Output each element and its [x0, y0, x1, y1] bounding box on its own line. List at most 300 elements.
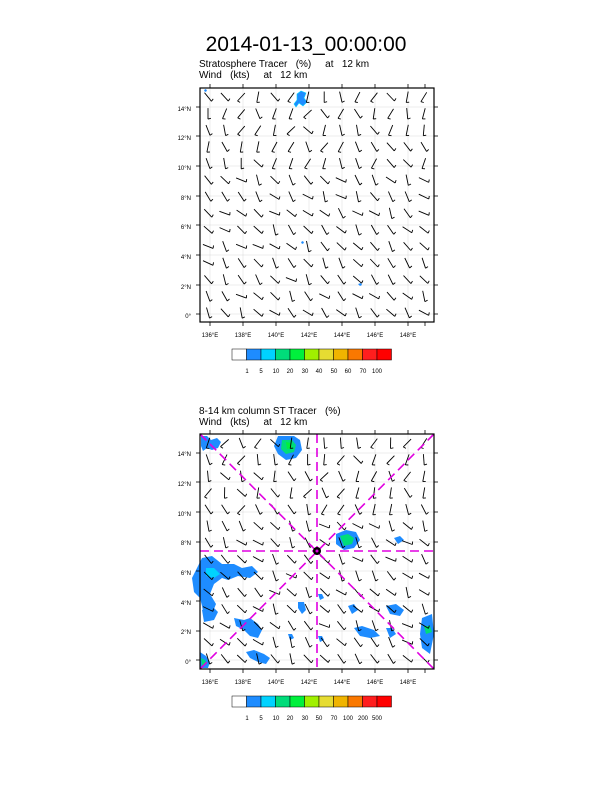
- panel1-title-line1: Stratosphere Tracer (%) at 12 km: [199, 59, 370, 70]
- wind-barb: [304, 226, 313, 234]
- colorbar-label: 10: [272, 369, 280, 375]
- wind-barb: [287, 555, 296, 563]
- wind-barb: [419, 211, 430, 215]
- wind-barb: [271, 93, 280, 101]
- wind-barb: [238, 258, 246, 267]
- wind-barb: [256, 192, 262, 202]
- wind-barb: [387, 143, 396, 151]
- wind-barb: [220, 623, 230, 628]
- wind-barb: [236, 294, 247, 298]
- wind-barb: [255, 439, 262, 449]
- wind-barb: [221, 176, 230, 184]
- panel2-tracer-patch: [318, 594, 324, 600]
- wind-barb: [406, 125, 409, 136]
- wind-barb: [390, 504, 393, 515]
- panel1-colorbar-boxes: [232, 349, 392, 360]
- wind-barb: [356, 191, 361, 202]
- wind-barb: [406, 92, 409, 103]
- y-tick-label: 4°N: [180, 601, 191, 607]
- wind-barb: [355, 142, 361, 152]
- wind-barb: [304, 176, 313, 185]
- panel1-tracer-patch: [294, 91, 307, 107]
- wind-barb: [337, 243, 346, 251]
- wind-barb: [323, 125, 326, 136]
- wind-barb: [406, 504, 411, 515]
- main-title: 2014-01-13_00:00:00: [205, 33, 407, 56]
- wind-barb: [238, 588, 247, 596]
- wind-barb: [257, 92, 260, 103]
- wind-barb: [321, 109, 330, 118]
- y-tick-label: 0°: [185, 314, 191, 320]
- wind-barb: [337, 489, 344, 499]
- wind-barb: [324, 92, 327, 103]
- wind-barb: [391, 438, 394, 449]
- panel1-frame: [200, 88, 434, 322]
- x-tick-label: 140°E: [267, 680, 285, 686]
- wind-barb: [386, 589, 396, 595]
- wind-barb: [222, 192, 230, 201]
- wind-barb: [419, 573, 429, 578]
- x-tick-label: 144°E: [333, 333, 351, 339]
- wind-barb: [352, 211, 363, 216]
- wind-barb: [336, 227, 346, 234]
- wind-barb: [423, 471, 426, 482]
- panel2-tracer-patch: [288, 634, 294, 640]
- panel2-tracer-patch: [246, 650, 270, 664]
- y-tick-label: 4°N: [180, 255, 191, 261]
- wind-barb: [208, 471, 212, 482]
- wind-barb: [353, 243, 363, 250]
- wind-barb: [319, 294, 329, 299]
- wind-barb: [386, 177, 396, 183]
- wind-barb: [387, 571, 396, 580]
- wind-barb: [257, 175, 262, 186]
- wind-barb: [288, 621, 296, 630]
- wind-barb: [287, 210, 297, 217]
- wind-barb: [237, 555, 246, 563]
- wind-barb: [403, 573, 413, 579]
- wind-barb: [207, 521, 212, 532]
- wind-barb: [321, 242, 330, 251]
- wind-barb: [287, 126, 295, 135]
- wind-barb: [388, 275, 395, 285]
- wind-barb: [354, 456, 363, 464]
- wind-barb: [386, 540, 396, 546]
- wind-barb: [403, 293, 413, 299]
- wind-barb: [223, 109, 227, 120]
- wind-barb: [353, 294, 363, 299]
- wind-barb: [407, 108, 411, 119]
- wind-barb: [236, 178, 247, 182]
- colorbar-box: [319, 696, 334, 707]
- y-tick-label: 8°N: [180, 196, 191, 202]
- wind-barb: [236, 244, 247, 248]
- x-tick-label: 146°E: [366, 333, 384, 339]
- wind-barb: [256, 275, 263, 285]
- y-tick-label: 10°N: [177, 166, 191, 172]
- wind-barb: [204, 275, 213, 283]
- colorbar-label: 70: [330, 716, 338, 722]
- colorbar-box: [232, 349, 247, 360]
- wind-barb: [289, 158, 293, 169]
- wind-barb: [270, 244, 280, 249]
- wind-barb: [288, 225, 295, 235]
- colorbar-box: [247, 696, 262, 707]
- wind-barb: [257, 141, 260, 152]
- wind-barb: [303, 194, 313, 199]
- wind-barb: [223, 537, 228, 548]
- colorbar-label: 5: [259, 716, 263, 722]
- wind-barb: [387, 292, 396, 300]
- wind-barb: [405, 192, 412, 202]
- panel2-tracer-patch: [394, 536, 404, 544]
- wind-barb: [423, 291, 428, 302]
- wind-barb: [254, 226, 264, 233]
- colorbar-box: [261, 696, 276, 707]
- wind-barb: [205, 538, 213, 547]
- wind-barb: [237, 489, 247, 496]
- wind-barb: [356, 158, 362, 168]
- panel2-tracer-patch: [386, 604, 404, 616]
- wind-barb: [253, 244, 264, 248]
- wind-barb: [304, 489, 312, 498]
- panel1-wind-barbs: [203, 92, 429, 319]
- wind-barb: [207, 308, 213, 319]
- panel2-map: [160, 430, 450, 698]
- colorbar-label: 100: [371, 369, 383, 375]
- wind-barb: [305, 471, 312, 481]
- wind-barb: [338, 142, 343, 152]
- wind-barb: [253, 540, 263, 545]
- wind-barb: [204, 639, 213, 646]
- panel1-tracer-patch: [358, 283, 362, 286]
- wind-barb: [303, 210, 313, 216]
- wind-barb: [388, 192, 395, 202]
- colorbar-box: [334, 349, 349, 360]
- wind-barb: [421, 92, 427, 102]
- wind-barb: [221, 654, 230, 663]
- wind-barb: [237, 456, 245, 465]
- wind-barb: [421, 142, 429, 151]
- wind-barb: [355, 92, 360, 102]
- wind-barb: [222, 587, 229, 597]
- wind-barb: [290, 487, 293, 498]
- wind-barb: [389, 241, 395, 251]
- colorbar-label: 40: [315, 369, 323, 375]
- y-tick-label: 8°N: [180, 541, 191, 547]
- wind-barb: [320, 210, 330, 216]
- wind-barb: [387, 456, 395, 465]
- wind-barb: [323, 191, 328, 202]
- wind-barb: [369, 294, 379, 299]
- wind-barb: [255, 588, 263, 597]
- wind-barb: [420, 243, 430, 250]
- panel2-tracer-patch: [234, 618, 262, 638]
- panel2-tracer-patch: [420, 614, 434, 654]
- wind-barb: [403, 556, 413, 562]
- wind-barb: [390, 487, 393, 498]
- wind-barb: [406, 587, 411, 598]
- y-tick-label: 12°N: [177, 136, 191, 142]
- wind-barb: [288, 142, 294, 152]
- wind-barb: [223, 241, 229, 251]
- wind-barb: [241, 158, 244, 169]
- wind-barb: [402, 640, 413, 644]
- wind-barb: [206, 125, 212, 135]
- wind-barb: [254, 309, 264, 316]
- panel1-axis-ticks: [196, 84, 438, 326]
- wind-barb: [353, 276, 363, 283]
- wind-barb: [240, 307, 245, 318]
- wind-barb: [205, 93, 214, 102]
- wind-barb: [219, 211, 230, 215]
- wind-barb: [304, 655, 313, 663]
- wind-barb: [271, 539, 280, 547]
- wind-barb: [256, 504, 263, 514]
- wind-barb: [356, 471, 359, 482]
- wind-barb: [388, 225, 396, 234]
- panel2-title-line1: 8-14 km column ST Tracer (%): [199, 406, 341, 417]
- colorbar-box: [319, 349, 334, 360]
- x-tick-label: 136°E: [201, 333, 219, 339]
- y-tick-label: 14°N: [177, 452, 191, 458]
- wind-barb: [237, 505, 245, 514]
- wind-barb: [372, 454, 376, 465]
- wind-barb: [371, 93, 378, 103]
- wind-barb: [353, 259, 363, 266]
- wind-barb: [352, 557, 363, 562]
- wind-barb: [207, 141, 210, 152]
- wind-barb: [389, 208, 394, 219]
- colorbar-box: [334, 696, 349, 707]
- wind-barb: [319, 524, 330, 528]
- wind-barb: [288, 93, 294, 103]
- wind-barb: [204, 209, 213, 217]
- wind-barb: [238, 192, 246, 201]
- colorbar-box: [232, 696, 247, 707]
- wind-barb: [220, 473, 230, 480]
- wind-barb: [337, 621, 346, 630]
- wind-barb: [304, 572, 313, 580]
- wind-barb: [289, 192, 296, 202]
- panel1-colorbar-labels: [245, 369, 382, 375]
- y-tick-label: 6°N: [180, 225, 191, 231]
- colorbar-label: 100: [342, 716, 354, 722]
- wind-barb: [307, 438, 310, 449]
- wind-barb: [422, 108, 425, 119]
- wind-barb: [355, 654, 362, 664]
- wind-barb: [224, 125, 229, 136]
- wind-barb: [237, 210, 247, 216]
- wind-barb: [270, 276, 279, 284]
- wind-barb: [402, 541, 413, 545]
- colorbar-label: 50: [315, 716, 323, 722]
- wind-barb: [321, 275, 330, 283]
- x-tick-label: 136°E: [201, 680, 219, 686]
- wind-barb: [354, 109, 362, 118]
- wind-barb: [273, 571, 279, 581]
- y-tick-label: 10°N: [177, 512, 191, 518]
- wind-barb: [388, 109, 394, 119]
- wind-barb: [355, 175, 362, 185]
- wind-barb: [422, 158, 426, 169]
- colorbar-box: [363, 349, 378, 360]
- colorbar-label: 60: [344, 369, 352, 375]
- wind-barb: [286, 278, 297, 282]
- colorbar-label: 5: [259, 369, 263, 375]
- wind-barb: [270, 310, 280, 315]
- wind-barb: [402, 624, 413, 628]
- wind-barb: [225, 487, 228, 498]
- wind-barb: [304, 259, 313, 267]
- panel2-tracer-patch: [192, 556, 258, 616]
- wind-barb: [304, 621, 313, 630]
- wind-barb: [222, 291, 230, 301]
- panel2-y-tick-labels: [178, 452, 192, 666]
- wind-barb: [405, 258, 412, 268]
- wind-barb: [289, 175, 295, 185]
- wind-barb: [403, 439, 411, 448]
- wind-barb: [337, 456, 344, 466]
- wind-barb: [338, 505, 344, 515]
- wind-barb: [320, 655, 330, 662]
- wind-barb: [236, 540, 246, 545]
- panel2-tracer-patch: [298, 602, 306, 614]
- wind-barb: [222, 505, 230, 514]
- wind-barb: [303, 310, 313, 316]
- wind-barb: [221, 555, 230, 564]
- colorbar-label: 20: [286, 369, 294, 375]
- x-tick-label: 148°E: [399, 680, 417, 686]
- wind-barb: [220, 228, 231, 232]
- wind-barb: [290, 653, 295, 664]
- wind-barb: [403, 227, 413, 233]
- wind-barb: [304, 110, 312, 119]
- wind-barb: [371, 159, 376, 169]
- wind-barb: [387, 93, 396, 101]
- wind-barb: [369, 524, 380, 529]
- colorbar-label: 1: [245, 716, 249, 722]
- wind-barb: [271, 176, 280, 184]
- wind-barb: [338, 109, 344, 119]
- panel1-colorbar: [228, 347, 408, 379]
- wind-barb: [238, 93, 245, 102]
- wind-barb: [287, 243, 297, 249]
- wind-barb: [405, 308, 412, 318]
- wind-barb: [273, 258, 279, 268]
- wind-barb: [203, 623, 213, 629]
- wind-barb: [205, 176, 214, 185]
- wind-barb: [238, 126, 245, 136]
- wind-barb: [254, 293, 264, 300]
- wind-barb: [257, 487, 260, 498]
- wind-barb: [423, 487, 426, 498]
- wind-barb: [387, 159, 396, 167]
- wind-barb: [337, 639, 347, 646]
- colorbar-box: [261, 349, 276, 360]
- wind-barb: [373, 108, 376, 119]
- colorbar-label: 20: [286, 716, 294, 722]
- wind-barb: [371, 471, 376, 481]
- wind-barb: [203, 244, 214, 248]
- wind-barb: [287, 605, 296, 613]
- colorbar-box: [276, 696, 291, 707]
- wind-barb: [420, 226, 430, 233]
- wind-barb: [221, 93, 230, 101]
- wind-barb: [319, 624, 330, 628]
- wind-barb: [305, 604, 312, 614]
- wind-barb: [323, 258, 328, 269]
- wind-barb: [254, 259, 263, 267]
- wind-barb: [386, 557, 397, 561]
- panel1-tracer-patch: [204, 89, 207, 92]
- panel1-tracer-patch: [301, 241, 304, 244]
- wind-barb: [288, 472, 296, 481]
- wind-barb: [322, 488, 329, 498]
- wind-barb: [273, 637, 278, 648]
- wind-barb: [370, 589, 380, 596]
- wind-barb: [324, 438, 328, 449]
- panel2-colorbar: [228, 694, 408, 726]
- wind-barb: [206, 291, 212, 301]
- wind-barb: [305, 292, 313, 301]
- y-tick-label: 12°N: [177, 482, 191, 488]
- wind-barb: [420, 539, 430, 546]
- wind-barb: [255, 126, 261, 136]
- wind-barb: [221, 309, 230, 317]
- wind-barb: [288, 308, 296, 317]
- wind-barb: [270, 194, 280, 200]
- panel1-y-tick-labels: [178, 107, 192, 320]
- wind-barb: [205, 192, 213, 201]
- wind-barb: [422, 554, 429, 564]
- y-tick-label: 6°N: [180, 571, 191, 577]
- wind-barb: [237, 638, 246, 646]
- panel1-x-tick-labels: [202, 333, 416, 339]
- wind-barb: [206, 454, 212, 464]
- wind-barb: [422, 258, 428, 268]
- wind-barb: [353, 524, 363, 529]
- wind-barb: [270, 622, 280, 628]
- colorbar-label: 30: [301, 369, 309, 375]
- wind-barb: [321, 638, 329, 647]
- wind-barb: [222, 521, 229, 531]
- wind-barb: [389, 637, 395, 647]
- wind-barb: [254, 522, 264, 529]
- wind-barb: [222, 604, 230, 613]
- y-tick-label: 2°N: [180, 630, 191, 636]
- colorbar-box: [377, 349, 392, 360]
- colorbar-label: 70: [359, 369, 367, 375]
- wind-barb: [254, 572, 263, 580]
- wind-barb: [422, 604, 428, 615]
- colorbar-box: [290, 696, 305, 707]
- wind-barb: [206, 158, 212, 168]
- wind-barb: [223, 258, 229, 268]
- wind-barb: [423, 454, 427, 465]
- wind-barb: [204, 226, 214, 233]
- wind-barb: [239, 438, 245, 448]
- wind-barb: [254, 209, 263, 217]
- wind-barb: [238, 275, 246, 284]
- wind-barb: [357, 438, 361, 449]
- colorbar-label: 1: [245, 369, 249, 375]
- wind-barb: [336, 310, 346, 316]
- wind-barb: [357, 125, 362, 136]
- wind-barb: [271, 655, 280, 664]
- wind-barb: [356, 308, 362, 318]
- colorbar-box: [305, 696, 320, 707]
